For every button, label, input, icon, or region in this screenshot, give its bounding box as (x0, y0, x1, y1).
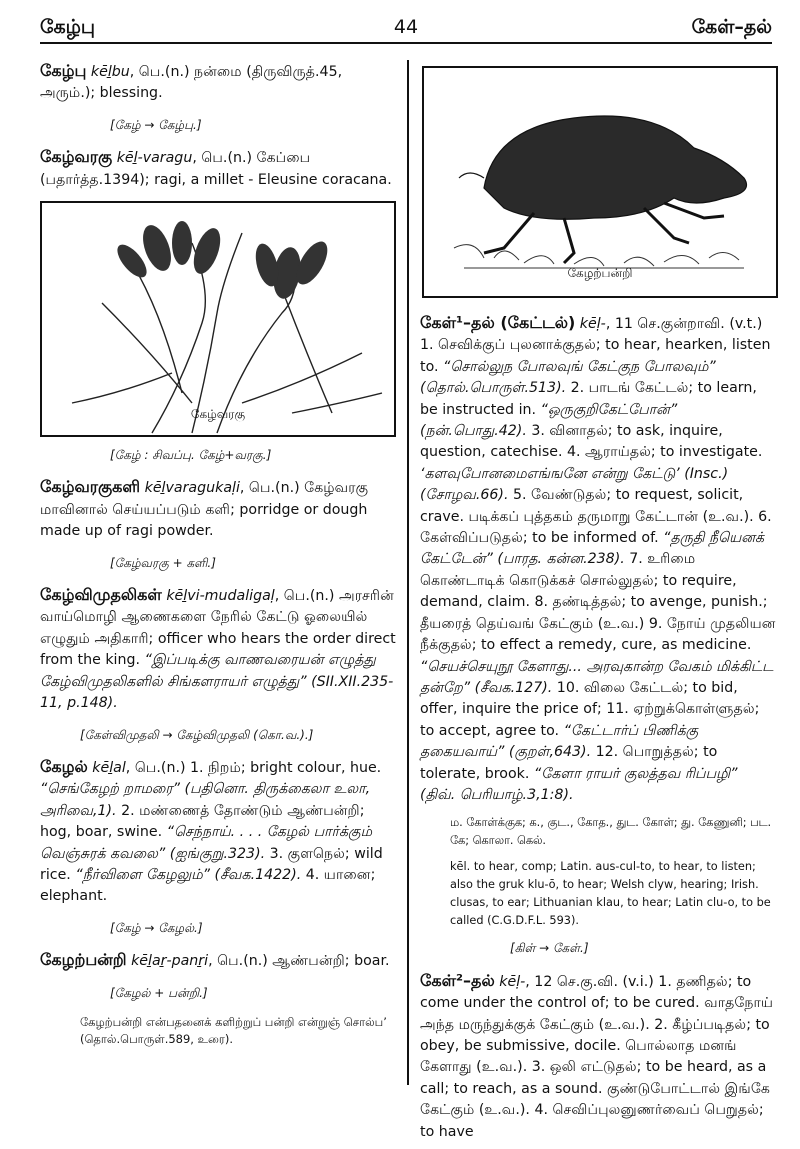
column-divider (407, 60, 409, 1085)
definition: 7. உரிமை கொண்டாடிக் கொடுக்கச் சொல்லுதல்; to require, demand, claim. 8. தண்டித்தல்; to avenge, punish.; தீயரைத் தெய்வங் கேட்கும் (உ.வ.) 9. நோய் முதலியன நீக்குதல்; to effect a remedy, cure, as medicine. (420, 551, 776, 654)
etymology: [கேழ்வரகு + களி.] (110, 555, 216, 570)
ragi-illustration (40, 201, 396, 437)
etymology: [கேழ் → கேழல்.] (110, 920, 203, 935)
quotation: “சொல்லுந போலவுங் கேட்குந போலவும்” (தொல்.பொருள்.513). (420, 358, 716, 397)
figure-caption: கேழற்பன்றி (567, 265, 633, 280)
entry-kelvaragukali (40, 476, 400, 542)
entry-kelvimudaligal (40, 584, 400, 714)
headword: கேழல் (40, 756, 88, 776)
left-column (40, 60, 400, 1056)
transliteration: kēḻal (92, 759, 126, 776)
definition: 3. குளநெல்; wild rice. (40, 845, 383, 883)
definition: , பெ.(n.) ஆண்பன்றி; boar. (208, 953, 390, 970)
quotation: “ஒருகுறிகேட்போன்” (நன்.பொது.42). (420, 401, 678, 440)
headword: கேழ்விமுதலிகள் (40, 585, 162, 605)
headword: கேழ்பு (40, 61, 87, 80)
etymology: [கேள்விமுதலி → கேழ்விமுதலி (கொ.வ.).] (80, 727, 314, 742)
entry-kel-2 (420, 970, 776, 1143)
quotation: “கேட்டார்ப் பிணிக்கு தகையவாய்” (குறள்,643). (420, 722, 699, 761)
transliteration: kēḻvi-mudaligaḷ (166, 588, 275, 605)
page-header (40, 16, 772, 44)
headword: கேழ்வரகுகளி (40, 477, 141, 497)
definition: , பெ.(n.) 1. நிறம்; bright colour, hue. (125, 759, 382, 776)
definition: , 12 செ.கு.வி. (v.i.) 1. தணிதல்; to come under the control of; to be cured. வாதநோய் அந்த மருந்துக்குக் கேட்கும் (உ.வ.). 2. கீழ்ப்படிதல்; to obey, be submissive, docile. பொல்லாத மனங் கேளாது (உ.வ.). 3. ஒலி எட்டுதல்; to be heard, as a call; to reach, as a sound. குண்டுபோட்டால் இங்கே கேட்கும் (உ.வ.). 4. செவிப்புலனுணர்வைப் பெறுதல்; to have (420, 973, 774, 1140)
transliteration: kēḻvaragukaḷi (144, 480, 240, 497)
quotation: “செயச்செயுநூ கேளாது... அரவுகான்ற வேகம் மிக்கிட்ட தன்றே” (சீவக.127). (420, 658, 774, 696)
right-column (420, 60, 776, 1149)
definition: , பெ.(n.) கேழ்வரகு மாவினால் செய்யப்படும் களி; porridge or dough made up of ragi powder. (40, 480, 369, 540)
definition: , பெ.(n.) நன்மை (திருவிருத்.45, அரும்.); blessing. (40, 64, 343, 102)
definition: , பெ.(n.) கேப்பை (பதார்த்த.1394); ragi, a millet - Eleusine coracana. (40, 150, 392, 188)
definition: 4. யானை; elephant. (40, 866, 376, 905)
header-left-guideword: கேழ்பு (40, 16, 96, 38)
entry-kelbu (40, 60, 400, 105)
figure-caption: கேழ்வரகு (190, 406, 246, 421)
entry-kelvaragu (40, 146, 400, 191)
entry-kelal (40, 756, 400, 908)
quotation: “செந்நாய். . . . கேழல் பார்க்கும் வெஞ்சுரக் கவலை” (ஐங்குறு.323). (40, 824, 372, 862)
dravidian-cognates: ம. கோள்க்குக; க., குட., கோத., துட. கோள்; து. கேணுனி; பட. கே; கொலா. கெல். (450, 816, 772, 848)
definition: , 11 செ.குன்றாவி. (v.t.) 1. செவிக்குப் புலனாக்குதல்; to hear, hearken, listen to. (420, 316, 771, 375)
definition: 12. பொறுத்தல்; to tolerate, brook. (420, 744, 718, 782)
entry-kelarpanri (40, 949, 400, 972)
entry-kel-1 (420, 312, 776, 806)
definition: 2. மண்ணைத் தோண்டும் ஆண்பன்றி; hog, boar, swine. (40, 802, 365, 841)
etymology: [கிள் → கேள்.] (510, 941, 589, 956)
definition: , பெ.(n.) அரசரின் வாய்மொழி ஆணைகளை நேரில் கேட்டு ஓலையில் எழுதும் அதிகாரி; officer who hears the order direct from the king. (40, 588, 396, 669)
header-right-guideword: கேள்–தல் (691, 16, 772, 38)
transliteration: kēḷ- (499, 973, 526, 990)
page-number: 44 (393, 16, 419, 38)
ragi-plant-drawing (42, 203, 394, 435)
quotation: “கேளா ராயர் குலத்தவ ரிப்பழி” (திவ். பெரியாழ்.3,1:8). (420, 765, 738, 803)
transliteration: kēḻaṟ-panṟi (131, 953, 209, 970)
quotation: “நீர்விளை கேழலும்” (சீவக.1422). (75, 866, 302, 883)
headword: கேள்²–தல் (420, 970, 495, 990)
transliteration: kēḷ- (579, 316, 606, 332)
boar-illustration (422, 66, 778, 298)
definition: 5. வேண்டுதல்; to request, solicit, crave. படிக்கப் புத்தகம் தருமாறு கேட்டான் (உ.வ.). 6. கேள்விப்படுதல்; to be informed of. (420, 487, 772, 547)
headword: கேழற்பன்றி (40, 950, 127, 970)
definition: 3. வினாதல்; to ask, inquire, question, catechise. 4. ஆராய்தல்; to investigate. (420, 423, 763, 461)
indo-european-cognates: kēl. to hear, comp; Latin. aus-cul-to, to hear, to listen; also the gruk klu-ō, to hear; Welsh clyw, hearing; Irish. clusas, to ear; Lithuanian klau, to hear; Latin clu-o, to be called (C.G.D.F.L. 593). (450, 860, 771, 928)
definition: 10. விலை கேட்டல்; to bid, offer, inquire the price of; 11. ஏற்றுக்கொள்ளுதல்; to accept, agree to. (420, 679, 760, 739)
transliteration: kēḻbu (90, 64, 130, 80)
quotation: “தருதி நீயெனக் கேட்டேன்” (பாரத. கன்ன.238). (420, 530, 765, 568)
etymology: [கேழல் + பன்றி.] (110, 985, 208, 1000)
quotation: “இப்படிக்கு வாணவரையன் எழுத்து கேழ்விமுதலிகளில் சிங்களராயர் எழுத்து” (SII.XII.235-11, p.148). (40, 652, 394, 712)
usage-note: கேழற்பன்றி என்பதனைக் களிற்றுப் பன்றி என்றுஞ் சொல்ப’ (தொல்.பொருள்.589, உரை). (80, 1014, 387, 1046)
definition: 2. பாடங் கேட்டல்; to learn, be instructed in. (420, 380, 757, 418)
quotation: ‘களவுபோனமைஎங்ஙனே என்று கேட்டு’ (Insc.) (சோழவ.66). (420, 465, 729, 504)
etymology: [கேழ் → கேழ்பு.] (110, 117, 202, 132)
etymology: [கேழ் : சிவப்பு. கேழ்+வரகு.] (110, 448, 272, 463)
transliteration: kēḻ-varagu (116, 150, 193, 167)
headword: கேழ்வரகு (40, 147, 113, 167)
headword: கேள்¹–தல் (கேட்டல்) (420, 313, 576, 332)
quotation: “செங்கேழற் றாமரை” (பதினொ. திருக்கைலா உலா, அரிவை,1). (40, 781, 371, 819)
